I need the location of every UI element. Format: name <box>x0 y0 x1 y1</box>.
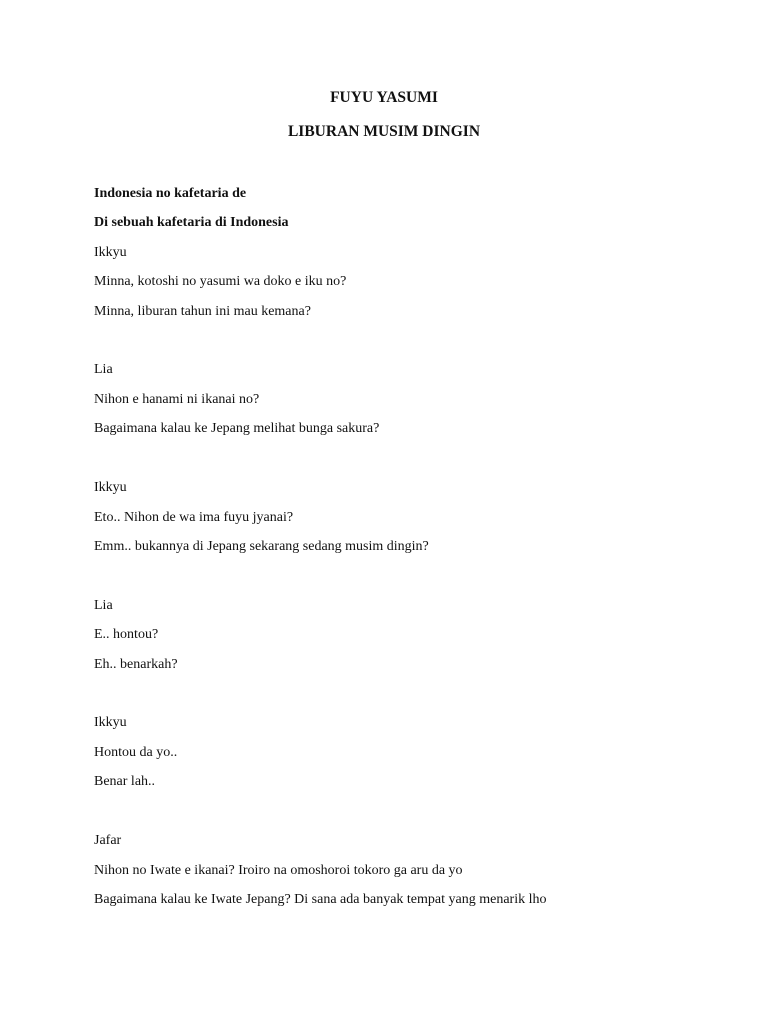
document-title: FUYU YASUMI <box>330 89 438 106</box>
document-subtitle: LIBURAN MUSIM DINGIN <box>287 123 481 140</box>
dialogue-indonesian: Eh.. benarkah? <box>94 657 178 672</box>
dialogue-japanese: Nihon e hanami ni ikanai no? <box>94 392 260 407</box>
speaker-name: Lia <box>94 362 113 377</box>
dialogue-indonesian: Benar lah.. <box>94 774 156 789</box>
speaker-name: Ikkyu <box>94 715 127 730</box>
dialogue-indonesian: Bagaimana kalau ke Iwate Jepang? Di sana ada banyak tempat yang menarik lho <box>94 892 547 907</box>
dialogue-indonesian: Minna, liburan tahun ini mau kemana? <box>94 304 311 319</box>
dialogue-japanese: E.. hontou? <box>94 627 159 642</box>
dialogue-japanese: Eto.. Nihon de wa ima fuyu jyanai? <box>94 510 294 525</box>
dialogue-japanese: Hontou da yo.. <box>94 745 178 760</box>
dialogue-japanese: Minna, kotoshi no yasumi wa doko e iku no? <box>94 274 347 289</box>
setting-japanese: Indonesia no kafetaria de <box>94 186 247 201</box>
dialogue-japanese: Nihon no Iwate e ikanai? Iroiro na omoshoroi tokoro ga aru da yo <box>94 863 463 878</box>
setting-indonesian: Di sebuah kafetaria di Indonesia <box>94 215 289 230</box>
speaker-name: Lia <box>94 598 113 613</box>
speaker-name: Ikkyu <box>94 480 127 495</box>
dialogue-indonesian: Emm.. bukannya di Jepang sekarang sedang musim dingin? <box>94 539 429 554</box>
speaker-name: Jafar <box>94 833 122 848</box>
speaker-name: Ikkyu <box>94 245 127 260</box>
dialogue-indonesian: Bagaimana kalau ke Jepang melihat bunga sakura? <box>94 421 380 436</box>
